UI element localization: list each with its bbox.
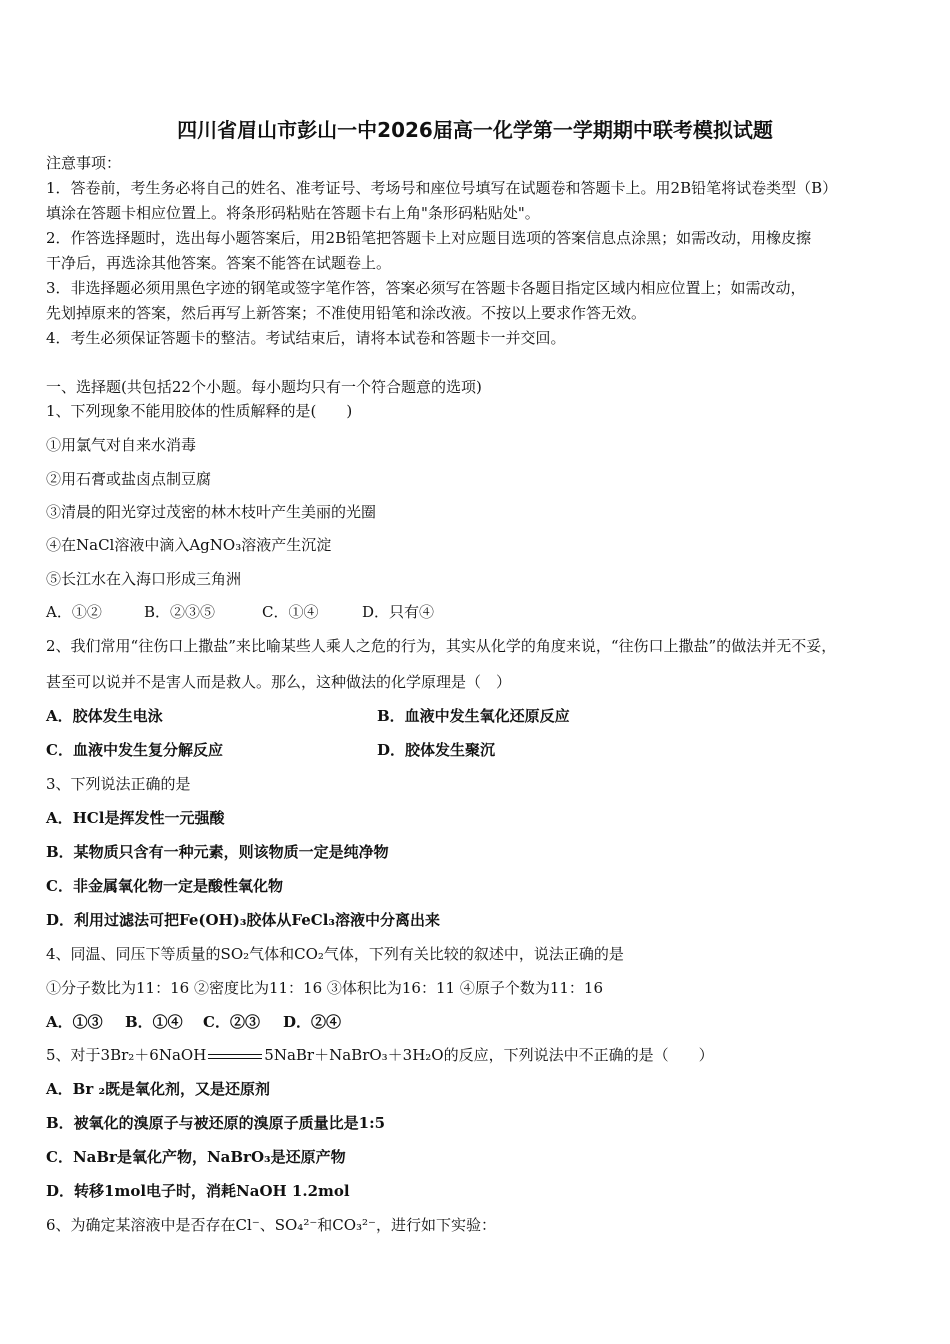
q2-option-c: C．血液中发生复分解反应 — [46, 741, 223, 759]
section-heading: 一、选择题(共包括22个小题。每小题均只有一个符合题意的选项) — [46, 378, 482, 396]
q1-option-a: A．①② — [46, 603, 102, 621]
q4-option-c: C．②③ — [203, 1013, 260, 1031]
page-title: 四川省眉山市彭山一中2026届高一化学第一学期期中联考模拟试题 — [177, 118, 773, 142]
q4-option-b: B．①④ — [125, 1013, 183, 1031]
q4-option-a: A．①③ — [46, 1013, 103, 1031]
q4-items: ①分子数比为11：16 ②密度比为11：16 ③体积比为16：11 ④原子个数为11：16 — [46, 979, 604, 997]
q5-option-c: C．NaBr是氧化产物，NaBrO₃是还原产物 — [46, 1148, 346, 1166]
q5-equation-right: 5NaBr＋NaBrO₃＋3H₂O的反应，下列说法中不正确的是（ ） — [264, 1046, 714, 1064]
q4-option-d: D．②④ — [283, 1013, 342, 1031]
q3-option-d: D．利用过滤法可把Fe(OH)₃胶体从FeCl₃溶液中分离出来 — [46, 911, 440, 929]
question-2-stem: 2、我们常用“往伤口上撒盐”来比喻某些人乘人之危的行为，其实从化学的角度来说，“往伤口上撒盐”的做法并无不妥， — [46, 637, 837, 655]
q5-option-d: D．转移1mol电子时，消耗NaOH 1.2mol — [46, 1182, 350, 1200]
q1-item: ③清晨的阳光穿过茂密的林木枝叶产生美丽的光圈 — [46, 503, 377, 521]
q3-option-b: B．某物质只含有一种元素，则该物质一定是纯净物 — [46, 843, 389, 861]
notice-line: 2．作答选择题时，选出每小题答案后，用2B铅笔把答题卡上对应题目选项的答案信息点涂黑；如需改动，用橡皮擦 — [46, 229, 812, 247]
q2-option-d: D．胶体发生聚沉 — [377, 741, 496, 759]
notice-line: 填涂在答题卡相应位置上。将条形码粘贴在答题卡右上角"条形码粘贴处"。 — [46, 204, 540, 222]
q4-options — [46, 1012, 341, 1032]
q3-option-c: C．非金属氧化物一定是酸性氧化物 — [46, 877, 283, 895]
equals-sign-icon — [208, 1054, 262, 1059]
question-6-stem: 6、为确定某溶液中是否存在Cl⁻、SO₄²⁻和CO₃²⁻，进行如下实验： — [46, 1216, 496, 1234]
q2-option-a: A．胶体发生电泳 — [46, 707, 163, 725]
q1-option-c: C．①④ — [262, 603, 319, 621]
q5-option-b: B．被氧化的溴原子与被还原的溴原子质量比是1:5 — [46, 1114, 386, 1132]
notice-line: 4．考生必须保证答题卡的整洁。考试结束后，请将本试卷和答题卡一并交回。 — [46, 329, 566, 347]
question-3-stem: 3、下列说法正确的是 — [46, 775, 191, 793]
question-2-stem-cont: 甚至可以说并不是害人而是救人。那么，这种做法的化学原理是（ ） — [46, 673, 512, 691]
notice-line: 3．非选择题必须用黑色字迹的钢笔或签字笔作答，答案必须写在答题卡各题目指定区域内相应位置上；如需改动， — [46, 279, 806, 297]
q1-item: ①用氯气对自来水消毒 — [46, 436, 197, 454]
notice-line: 先划掉原来的答案，然后再写上新答案；不准使用铅笔和涂改液。不按以上要求作答无效。 — [46, 304, 647, 322]
q1-option-d: D．只有④ — [362, 603, 435, 621]
q3-option-a: A．HCl是挥发性一元强酸 — [46, 809, 225, 827]
q5-option-a: A．Br ₂既是氧化剂，又是还原剂 — [46, 1080, 271, 1098]
question-4-stem: 4、同温、同压下等质量的SO₂气体和CO₂气体，下列有关比较的叙述中，说法正确的是 — [46, 945, 624, 963]
q2-option-b: B．血液中发生氧化还原反应 — [377, 707, 570, 725]
q1-item: ④在NaCl溶液中滴入AgNO₃溶液产生沉淀 — [46, 536, 332, 554]
q1-option-b: B．②③⑤ — [144, 603, 216, 621]
question-5-stem — [46, 1045, 714, 1065]
q5-equation-left: 5、对于3Br₂＋6NaOH — [46, 1046, 207, 1064]
q1-options — [46, 602, 434, 622]
q1-item: ②用石膏或盐卤点制豆腐 — [46, 470, 212, 488]
notice-line: 1．答卷前，考生务必将自己的姓名、准考证号、考场号和座位号填写在试题卷和答题卡上。用2B铅笔将试卷类型（B） — [46, 179, 838, 197]
q1-item: ⑤长江水在入海口形成三角洲 — [46, 570, 242, 588]
question-1-stem: 1、下列现象不能用胶体的性质解释的是( ) — [46, 402, 353, 420]
notice-line: 干净后，再选涂其他答案。答案不能答在试题卷上。 — [46, 254, 392, 272]
notice-heading: 注意事项： — [46, 154, 122, 172]
